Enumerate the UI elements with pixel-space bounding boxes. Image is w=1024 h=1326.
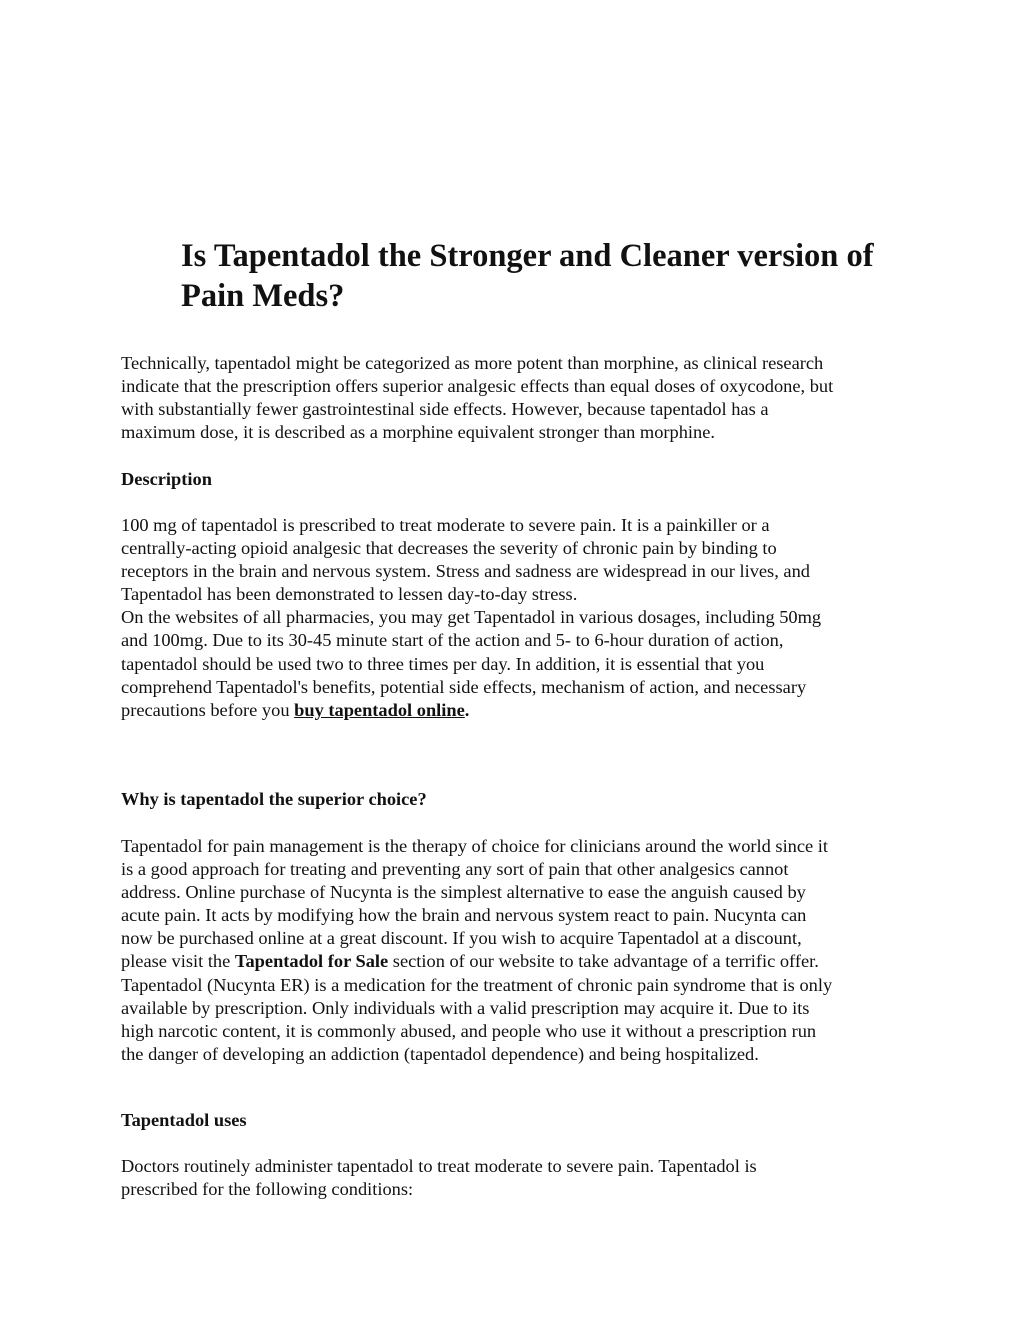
text-line: centrally-acting opioid analgesic that decreases the severity of chronic pain by binding to (121, 538, 777, 559)
title-line: Is Tapentadol the Stronger and Cleaner version of (181, 238, 874, 274)
intro-paragraph (121, 352, 833, 444)
uses-heading: Tapentadol uses (121, 1110, 247, 1130)
text-line: receptors in the brain and nervous system. Stress and sadness are widespread in our lives, and (121, 561, 810, 582)
text-line: comprehend Tapentadol's benefits, potential side effects, mechanism of action, and necessary (121, 676, 807, 697)
text-line: Tapentadol has been demonstrated to lessen day-to-day stress. (121, 584, 578, 605)
text-line: On the websites of all pharmacies, you may get Tapentadol in various dosages, including 50mg (121, 607, 822, 628)
text-line: is a good approach for treating and preventing any sort of pain that other analgesics cannot (121, 859, 789, 880)
title-line: Pain Meds? (181, 278, 345, 314)
description-paragraph (121, 514, 821, 722)
buy-tapentadol-link[interactable]: buy tapentadol online (294, 699, 465, 720)
text-line: the danger of developing an addiction (tapentadol dependence) and being hospitalized. (121, 1043, 759, 1064)
text-line: Technically, tapentadol might be categorized as more potent than morphine, as clinical research (121, 353, 824, 373)
text-line (121, 950, 832, 973)
tapentadol-for-sale-text: Tapentadol for Sale (234, 951, 389, 972)
page-title (181, 236, 941, 316)
text-line: Tapentadol for pain management is the therapy of choice for clinicians around the world since it (121, 836, 829, 856)
text-line: acute pain. It acts by modifying how the brain and nervous system react to pain. Nucynta can (121, 905, 807, 926)
why-heading: Why is tapentadol the superior choice? (121, 789, 427, 809)
text-line: Tapentadol (Nucynta ER) is a medication for the treatment of chronic pain syndrome that is only (121, 974, 833, 995)
text-fragment: precautions before you (121, 699, 295, 720)
text-line: tapentadol should be used two to three times per day. In addition, it is essential that you (121, 653, 765, 674)
text-line: indicate that the prescription offers superior analgesic effects than equal doses of oxycodone, but (121, 376, 834, 397)
text-fragment: . (464, 699, 470, 720)
description-heading: Description (121, 469, 212, 489)
text-line: and 100mg. Due to its 30-45 minute start of the action and 5- to 6-hour duration of action, (121, 630, 784, 651)
text-fragment: please visit the (121, 951, 235, 972)
text-line: with substantially fewer gastrointestinal side effects. However, because tapentadol has a (121, 399, 769, 420)
text-line: now be purchased online at a great discount. If you wish to acquire Tapentadol at a discount, (121, 928, 802, 949)
text-line (121, 699, 821, 722)
text-line: maximum dose, it is described as a morphine equivalent stronger than morphine. (121, 422, 715, 443)
text-line: Doctors routinely administer tapentadol to treat moderate to severe pain. Tapentadol is (121, 1156, 757, 1176)
text-line: available by prescription. Only individuals with a valid prescription may acquire it. Due to its (121, 997, 810, 1018)
text-line: address. Online purchase of Nucynta is the simplest alternative to ease the anguish caused by (121, 882, 806, 903)
text-line: high narcotic content, it is commonly abused, and people who use it without a prescription run (121, 1020, 817, 1041)
uses-paragraph (121, 1155, 757, 1201)
text-fragment: section of our website to take advantage of a terrific offer. (388, 951, 819, 972)
text-line: 100 mg of tapentadol is prescribed to treat moderate to severe pain. It is a painkiller or a (121, 515, 770, 535)
text-line: prescribed for the following conditions: (121, 1179, 414, 1200)
why-paragraph (121, 835, 832, 1066)
